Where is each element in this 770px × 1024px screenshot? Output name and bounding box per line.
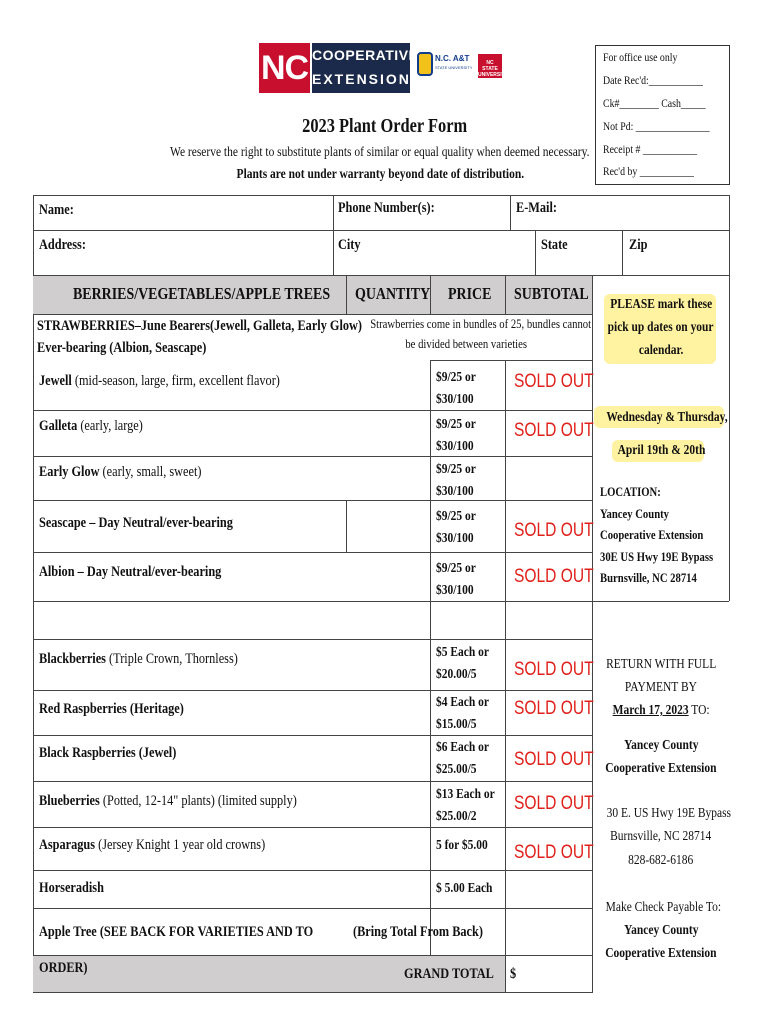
item-blackberries: Blackberries (Triple Crown, Thornless) — [39, 651, 238, 667]
pickup-days: Wednesday & Thursday, — [606, 410, 728, 425]
return-line-2: PAYMENT BY — [624, 680, 697, 695]
price-blueberries: $13 Each or $25.00/2 — [436, 787, 495, 824]
name-label: Name: — [39, 202, 74, 218]
please-line-1: PLEASE mark these — [609, 297, 713, 312]
col-quantity: QUANTITY — [355, 284, 431, 303]
item-black-raspberries: Black Raspberries (Jewel) — [39, 745, 177, 761]
office-notpd: Not Pd: _______________ — [603, 119, 710, 133]
phone-label: Phone Number(s): — [338, 200, 435, 216]
strawberries-header: STRAWBERRIES–June Bearers(Jewell, Galleta, Early Glow) — [37, 318, 363, 334]
item-galleta: Galleta (early, large) — [39, 418, 143, 434]
office-receipt: Receipt # ___________ — [603, 142, 698, 156]
price-black-raspberries: $6 Each or $25.00/5 — [436, 740, 489, 777]
item-horseradish: Horseradish — [39, 880, 104, 896]
nc-logo: NC — [259, 43, 310, 93]
yancey-line-1: Yancey County — [623, 738, 699, 753]
city-label: City — [338, 237, 361, 253]
sold-out-red-raspberries: SOLD OUT — [514, 698, 594, 719]
check-line-1: Make Check Payable To: — [605, 900, 722, 915]
item-seascape: Seascape – Day Neutral/ever-bearing — [39, 515, 233, 531]
item-asparagus: Asparagus (Jersey Knight 1 year old crowns) — [39, 837, 266, 853]
item-blueberries: Blueberries (Potted, 12-14" plants) (limited supply) — [39, 793, 297, 809]
price-blackberries: $5 Each or $20.00/5 — [436, 645, 489, 682]
email-label: E-Mail: — [516, 200, 557, 216]
ncstate-logo: NC STATE UNIVERSITY — [478, 54, 502, 78]
address-line-1: 30 E. US Hwy 19E Bypass — [606, 806, 732, 821]
price-early-glow: $9/25 or $30/100 — [436, 462, 476, 499]
location-line-5: Burnsville, NC 28714 — [600, 570, 697, 585]
apple-quantity-note: (Bring Total From Back) — [353, 924, 483, 940]
logo-extension: EXTENSION — [312, 67, 410, 91]
grand-total-label: GRAND TOTAL — [404, 966, 494, 982]
check-line-3: Cooperative Extension — [605, 946, 717, 961]
location-line-4: 30E US Hwy 19E Bypass — [600, 548, 714, 564]
sold-out-blueberries: SOLD OUT — [514, 793, 594, 814]
item-albion: Albion – Day Neutral/ever-bearing — [39, 564, 222, 580]
col-price: PRICE — [448, 284, 492, 303]
price-galleta: $9/25 or $30/100 — [436, 417, 476, 454]
location-line-2: Yancey County — [600, 505, 670, 521]
form-title: 2023 Plant Order Form — [302, 115, 468, 137]
state-label: State — [541, 237, 568, 253]
price-jewell: $9/25 or $30/100 — [436, 370, 476, 407]
logo-cooperative: COOPERATIVE — [312, 47, 419, 63]
ncat-seal-icon — [417, 52, 433, 76]
address-label: Address: — [39, 237, 86, 253]
office-ck: Ck#________ Cash_____ — [603, 96, 706, 110]
grand-total-dollar: $ — [510, 966, 517, 982]
cooperative-extension-logo — [312, 43, 419, 93]
sold-out-seascape: SOLD OUT — [514, 520, 594, 541]
please-line-2: pick up dates on your — [608, 320, 714, 335]
sold-out-blackberries: SOLD OUT — [514, 659, 594, 680]
sold-out-jewell: SOLD OUT — [514, 371, 594, 392]
sold-out-galleta: SOLD OUT — [514, 420, 594, 441]
reserve-note: We reserve the right to substitute plants of similar or equal quality when deemed necessary. — [170, 145, 590, 160]
col-items: BERRIES/VEGETABLES/APPLE TREES — [73, 284, 331, 303]
item-red-raspberries: Red Raspberries (Heritage) — [39, 701, 184, 717]
office-date: Date Rec'd:___________ — [603, 73, 703, 87]
everbearing-header: Ever-bearing (Albion, Seascape) — [37, 340, 207, 356]
sold-out-asparagus: SOLD OUT — [514, 842, 594, 863]
price-asparagus: 5 for $5.00 — [436, 838, 488, 853]
location-label: LOCATION: — [600, 484, 661, 499]
return-line-1: RETURN WITH FULL — [605, 657, 717, 672]
address-line-2: Burnsville, NC 28714 — [610, 829, 712, 844]
return-line-3: March 17, 2023 TO: — [612, 703, 710, 718]
item-apple-tree-2: ORDER) — [39, 960, 88, 976]
col-subtotal: SUBTOTAL — [514, 284, 589, 303]
check-line-2: Yancey County — [623, 923, 699, 938]
bundle-note-1: Strawberries come in bundles of 25, bundles cannot — [370, 316, 592, 331]
price-seascape: $9/25 or $30/100 — [436, 509, 476, 546]
ncat-name: N.C. A&T — [435, 54, 470, 63]
zip-label: Zip — [629, 237, 648, 253]
location-line-3: Cooperative Extension — [600, 527, 704, 542]
sold-out-albion: SOLD OUT — [514, 566, 594, 587]
price-albion: $9/25 or $30/100 — [436, 561, 476, 598]
sold-out-black-raspberries: SOLD OUT — [514, 749, 594, 770]
location-block — [600, 481, 738, 589]
bundle-note-2: be divided between varieties — [405, 336, 527, 351]
please-line-3: calendar. — [638, 343, 684, 358]
ncat-sub: STATE UNIVERSITY — [435, 65, 473, 70]
pickup-dates: April 19th & 20th — [617, 443, 705, 458]
office-recd: Rec'd by ___________ — [603, 164, 694, 178]
yancey-line-2: Cooperative Extension — [605, 761, 717, 776]
phone-number: 828-682-6186 — [628, 853, 694, 868]
price-horseradish: $ 5.00 Each — [436, 881, 493, 896]
item-early-glow: Early Glow (early, small, sweet) — [39, 464, 202, 480]
ncat-logo — [417, 50, 473, 82]
item-apple-tree: Apple Tree (SEE BACK FOR VARIETIES AND TO — [39, 924, 314, 940]
office-title: For office use only — [603, 50, 678, 64]
item-jewell: Jewell (mid-season, large, firm, excellent flavor) — [39, 373, 280, 389]
warranty-note: Plants are not under warranty beyond date of distribution. — [236, 167, 524, 182]
price-red-raspberries: $4 Each or $15.00/5 — [436, 695, 489, 732]
